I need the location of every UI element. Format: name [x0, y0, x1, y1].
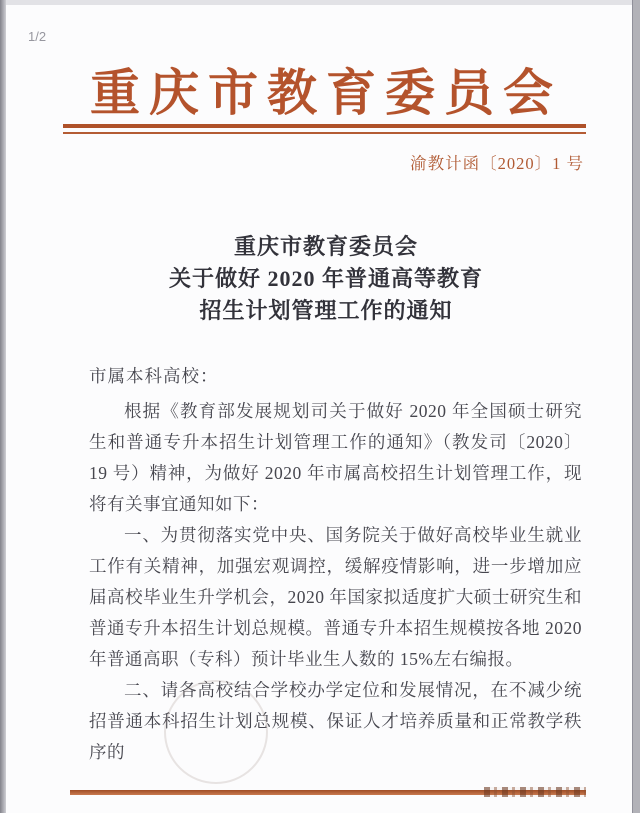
- document-body: [89, 396, 582, 768]
- page-indicator: 1/2: [28, 29, 47, 44]
- document-reference-number: 渝教计函〔2020〕1 号: [410, 154, 584, 173]
- document-title-line-2: 关于做好 2020 年普通高等教育: [168, 266, 483, 291]
- watermark-artifact: [484, 787, 586, 797]
- scan-edge-right: [632, 0, 640, 813]
- faint-seal-watermark: [164, 680, 268, 784]
- letterhead-org-name: 重庆市教育委员会: [90, 65, 562, 121]
- document-title: [66, 231, 586, 327]
- document-title-line-3: 招生计划管理工作的通知: [199, 298, 453, 323]
- scan-edge-left: [0, 0, 6, 813]
- document-title-line-1: 重庆市教育委员会: [233, 234, 418, 259]
- body-paragraph-2: 一、为贯彻落实党中央、国务院关于做好高校毕业生就业工作有关精神，加强宏观调控，缓解疫情影响，进一步增加应届高校毕业生升学机会，2020 年国家拟适度扩大硕士研究生和普通专升本招生计划总规模。普通专升本招生规模按各地 2020 年普通高职（专科）预计毕业生人数的 15%左右编报。: [89, 525, 582, 669]
- letterhead-divider-line: [63, 124, 586, 134]
- body-paragraph-1: 根据《教育部发展规划司关于做好 2020 年全国硕士研究生和普通专升本招生计划管理工作的通知》（教发司〔2020〕19 号）精神，为做好 2020 年市属高校招生计划管理工作，现将有关事宜通知如下：: [89, 401, 582, 514]
- body-paragraph-3: 二、请各高校结合学校办学定位和发展情况，在不减少统招普通本科招生计划总规模、保证人才培养质量和正常教学秩序的: [89, 680, 582, 762]
- document-page: [6, 5, 632, 813]
- salutation: 市属本科高校：: [89, 366, 219, 386]
